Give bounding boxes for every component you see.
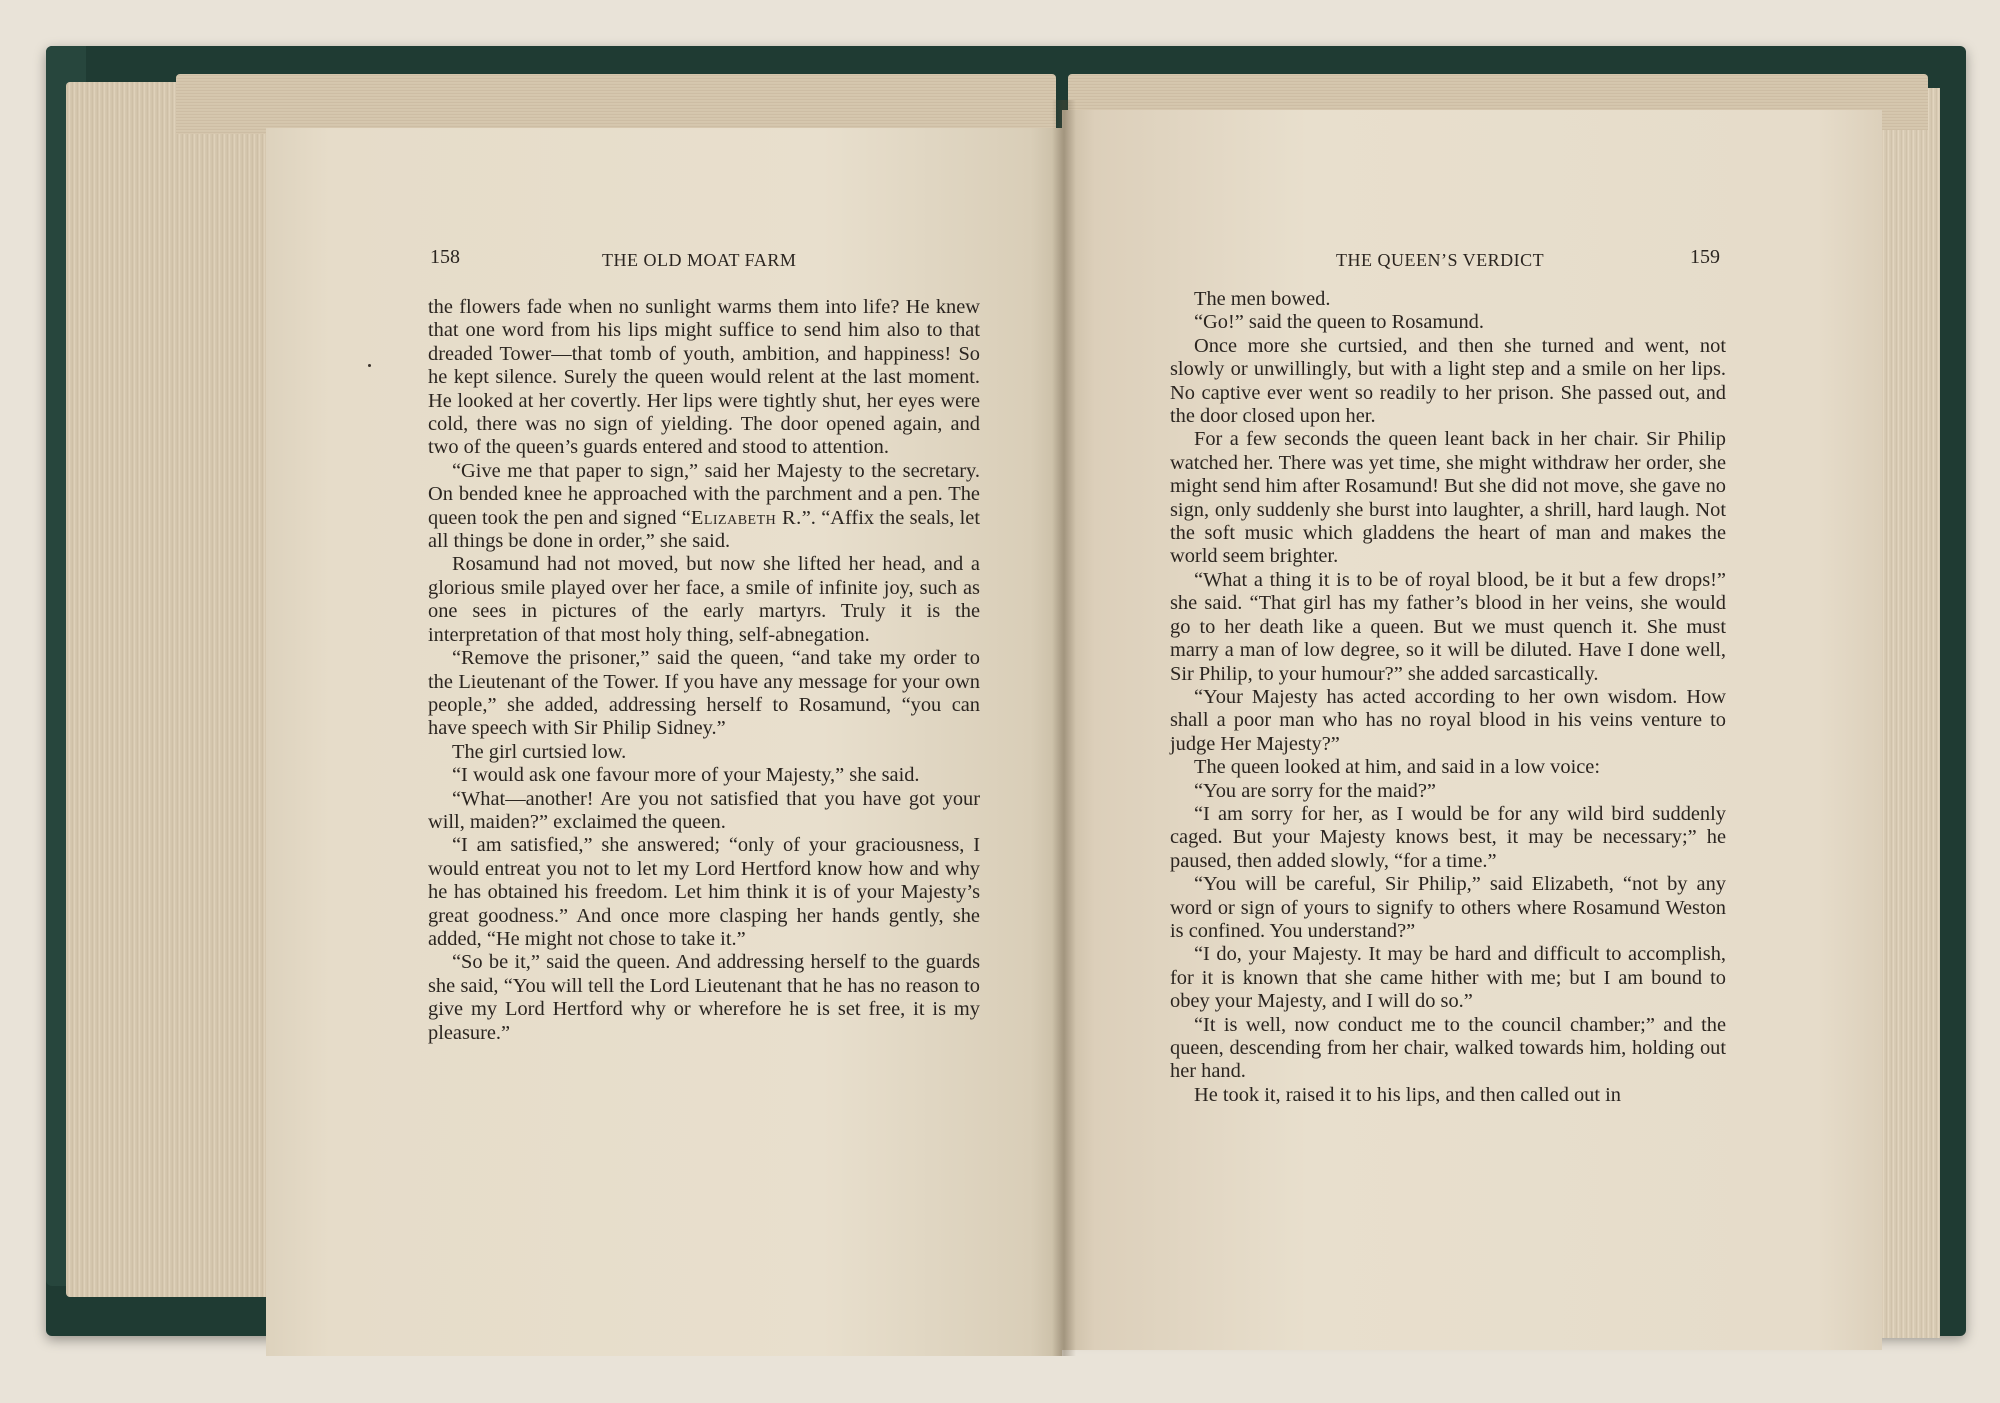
paragraph: “You are sorry for the maid?” [1194, 779, 1436, 802]
right-page [1062, 110, 1882, 1350]
paragraph: “It is well, now conduct me to the council chamber;” and the queen, descending from her chair, walked towards him, holding out her hand. [1170, 1013, 1726, 1083]
left-page [266, 128, 1062, 1356]
paragraph: “I do, your Majesty. It may be hard and difficult to accomplish, for it is known that she came hither with me; but I am bound to obey your Majesty, and I will do so.” [1170, 943, 1726, 1013]
paragraph: “So be it,” said the queen. And addressing herself to the guards she said, “You will tell the Lord Lieutenant that he has no reason to give my Lord Hertford why or wherefore he is set free, it is my pleasure.” [428, 951, 980, 1044]
left-page-body [428, 296, 980, 1045]
right-page-body [1170, 288, 1726, 1107]
paragraph: “I am satisfied,” she answered; “only of your graciousness, I would entreat you not to let my Lord Hertford know how and why he has obtained his freedom. Let him think it is of your Majesty’s great goodness.” And once more clasping her hands gently, she added, “He might not chose to take it.” [428, 834, 980, 950]
signature-name: Elizabeth R. [690, 506, 802, 529]
paragraph: “I am sorry for her, as I would be for any wild bird suddenly caged. But your Majesty knows best, it may be necessary;” he paused, then added slowly, “for a time.” [1170, 802, 1726, 872]
page-number-left: 158 [430, 246, 460, 268]
paragraph: “I would ask one favour more of your Majesty,” she said. [452, 764, 920, 787]
paragraph: The girl curtsied low. [452, 740, 627, 763]
paragraph: “Your Majesty has acted according to her own wisdom. How shall a poor man who has no royal blood in his veins venture to judge Her Majesty?” [1170, 685, 1726, 755]
book-gutter [1052, 100, 1076, 1356]
page-block-top-left [176, 74, 1056, 134]
paragraph: “Remove the prisoner,” said the queen, “and take my order to the Lieutenant of the Tower. If you have any message for your own people,” she added, addressing herself to Rosamund, “you can have speech with Sir Philip Sidney.” [428, 647, 980, 740]
running-head-left: THE OLD MOAT FARM [602, 250, 797, 270]
paragraph: Rosamund had not moved, but now she lifted her head, and a glorious smile played over her face, a smile of infinite joy, such as one sees in pictures of the early martyrs. Truly it is the interpretation of that most holy thing, self-abnegation. [428, 553, 980, 646]
paragraph: “You will be careful, Sir Philip,” said Elizabeth, “not by any word or sign of yours to signify to others where Rosamund Weston is confined. You understand?” [1170, 873, 1726, 942]
paragraph: For a few seconds the queen leant back in her chair. Sir Philip watched her. There was yet time, she might withdraw her order, she might send him after Rosamund! But she did not move, she gave no sign, only suddenly she burst into laughter, a shrill, hard laugh. Not the soft music which gladdens the heart of man and makes the world seem brighter. [1170, 428, 1726, 568]
page-number-right: 159 [1690, 246, 1720, 268]
paragraph: He took it, raised it to his lips, and then called out in [1194, 1083, 1621, 1106]
paragraph: “What—another! Are you not satisfied that you have got your will, maiden?” exclaimed the queen. [428, 787, 980, 833]
page-block-left-edge [66, 82, 276, 1297]
paragraph: “Go!” said the queen to Rosamund. [1194, 311, 1484, 334]
paragraph: The men bowed. [1194, 288, 1331, 310]
paragraph: “What a thing it is to be of royal blood, be it but a few drops!” she said. “That girl has my father’s blood in her veins, she would go to her death like a queen. But we must quench it. She must marry a man of low degree, so it will be diluted. Have I done well, Sir Philip, to your humour?” she added sarcastically. [1170, 568, 1726, 685]
paragraph: The queen looked at him, and said in a low voice: [1194, 756, 1601, 779]
running-head-right: THE QUEEN’S VERDICT [1336, 250, 1545, 270]
speck-mark [368, 364, 371, 367]
paragraph: “Give me that paper to sign,” said her Majesty to the secretary. On bended knee he approached with the parchment and a pen. The queen took the pen and signed “Elizabeth R.”. “Affix the seals, let all things be done in order,” she said. [428, 459, 980, 553]
paragraph: Once more she curtsied, and then she turned and went, not slowly or unwillingly, but with a light step and a smile on her lips. No captive ever went so readily to her prison. She passed out, and the door closed upon her. [1170, 334, 1726, 428]
paragraph: the flowers fade when no sunlight warms them into life? He knew that one word from his lips might suffice to send him also to that dreaded Tower—that tomb of youth, ambition, and happiness! So he kept silence. Surely the queen would relent at the last moment. He looked at her covertly. Her lips were tightly shut, her eyes were cold, there was no sign of yielding. The door opened again, and two of the queen’s guards entered and stood to attention. [428, 296, 980, 459]
